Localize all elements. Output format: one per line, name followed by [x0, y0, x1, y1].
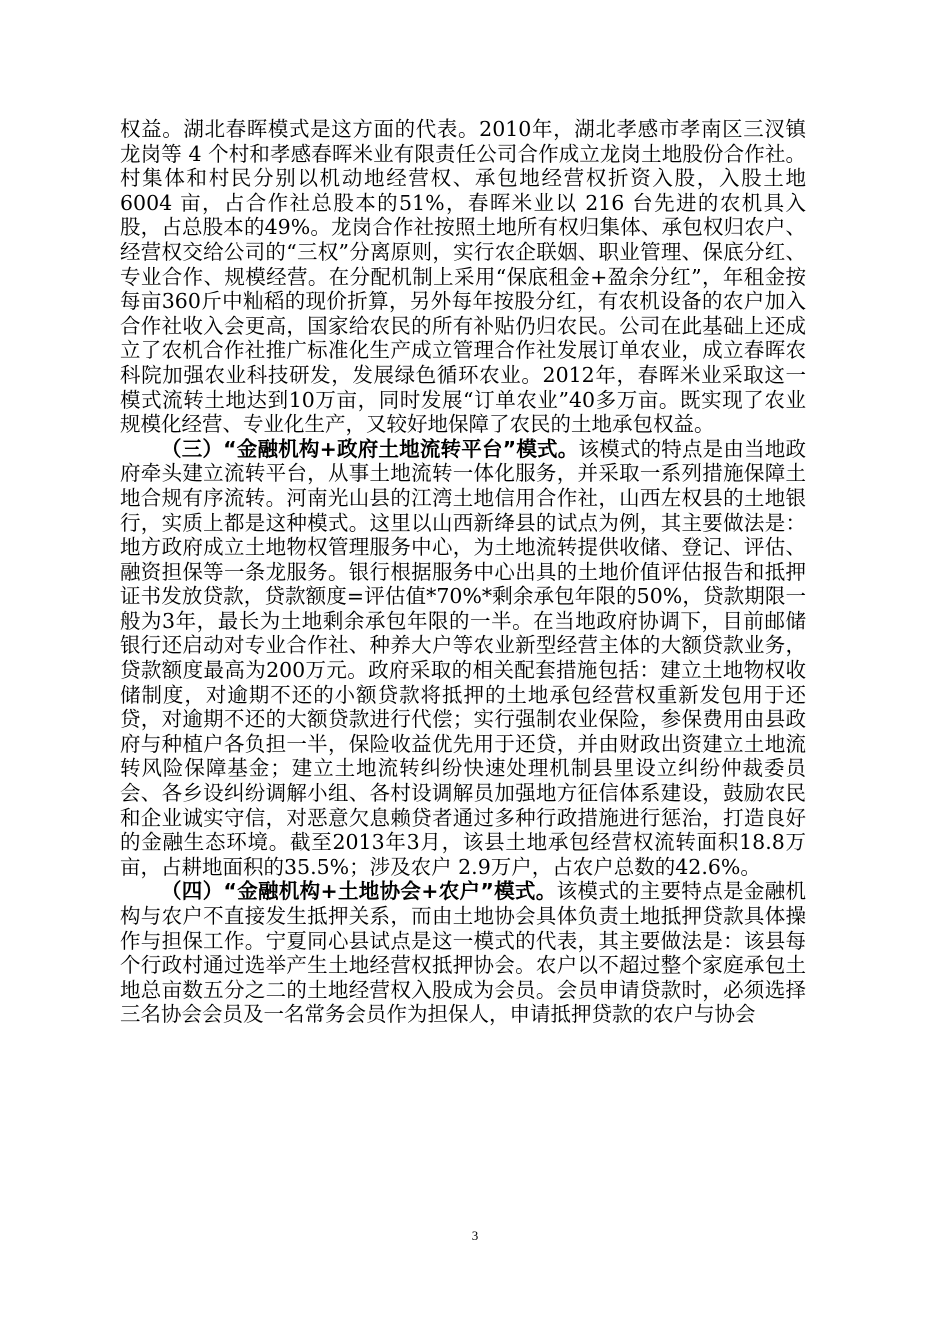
- paragraph-land-association-model: [120, 879, 806, 1027]
- paragraph-government-platform-model: [120, 437, 806, 880]
- page-number: 3: [471, 1228, 479, 1243]
- paragraph-text: 该模式的主要特点是金融机构与农户不直接发生抵押关系，而由土地协会具体负责土地抵押贷款具体操作与担保工作。宁夏同心县试点是这一模式的代表，其主要做法是：该县每个行政村通过选举产生土地经营权抵押协会。农户以不超过整个家庭承包土地总亩数五分之二的土地经营权入股成为会员。会员申请贷款时，必须选择三名协会会员及一名常务会员作为担保人，申请抵押贷款的农户与协会: [120, 879, 806, 1027]
- document-body: [120, 117, 806, 1027]
- paragraph-text: 权益。湖北春晖模式是这方面的代表。2010年，湖北孝感市孝南区三汊镇龙岗等 4 个村和孝感春晖米业有限责任公司合作成立龙岗土地股份合作社。村集体和村民分别以机动地经营权、承包地经营权折资入股，入股土地 6004 亩，占合作社总股本的51%，春晖米业以 216 台先进的农机具入股，占总股本的49%。龙岗合作社按照土地所有权归集体、承包权归农户、经营权交给公司的“三权”分离原则，实行农企联姻、职业管理、保底分红、专业合作、规模经营。在分配机制上采用“保底租金+盈余分红”，年租金按每亩360斤中籼稻的现价折算，另外每年按股分红，有农机设备的农户加入合作社收入会更高，国家给农民的所有补贴仍归农民。公司在此基础上还成立了农机合作社推广标准化生产成立管理合作社发展订单农业，成立春晖农科院加强农业科技研发，发展绿色循环农业。2012年，春晖米业采取这一模式流转土地达到10万亩，同时发展“订单农业”40多万亩。既实现了农业规模化经营、专业化生产，又较好地保障了农民的土地承包权益。: [120, 117, 806, 437]
- paragraph-chunwei-model: [120, 117, 806, 437]
- section-heading-4: （四）“金融机构+土地协会+农户”模式。: [161, 879, 557, 904]
- section-heading-3: （三）“金融机构+政府土地流转平台”模式。: [161, 436, 579, 461]
- paragraph-text: 该模式的特点是由当地政府牵头建立流转平台，从事土地流转一体化服务，并采取一系列措施保障土地合规有序流转。河南光山县的江湾土地信用合作社，山西左权县的土地银行，实质上都是这种模式。这里以山西新绛县的试点为例，其主要做法是：地方政府成立土地物权管理服务中心，为土地流转提供收储、登记、评估、融资担保等一条龙服务。银行根据服务中心出具的土地价值评估报告和抵押证书发放贷款，贷款额度=评估值*70%*剩余承包年限的50%，贷款期限一般为3年，最长为土地剩余承包年限的一半。在当地政府协调下，目前邮储银行还启动对专业合作社、种养大户等农业新型经营主体的大额贷款业务，贷款额度最高为200万元。政府采取的相关配套措施包括：建立土地物权收储制度，对逾期不还的小额贷款将抵押的土地承包经营权重新发包用于还贷，对逾期不还的大额贷款进行代偿；实行强制农业保险，参保费用由县政府与种植户各负担一半，保险收益优先用于还贷，并由财政出资建立土地流转风险保障基金；建立土地流转纠纷快速处理机制县里设立纠纷仲裁委员会、各乡设纠纷调解小组、各村设调解员加强地方征信体系建设，鼓励农民和企业诚实守信，对恶意欠息赖贷者通过多种行政措施进行惩治，打造良好的金融生态环境。截至2013年3月，该县土地承包经营权流转面积18.8万亩，占耕地面积的35.5%；涉及农户 2.9万户，占农户总数的42.6%。: [120, 436, 807, 879]
